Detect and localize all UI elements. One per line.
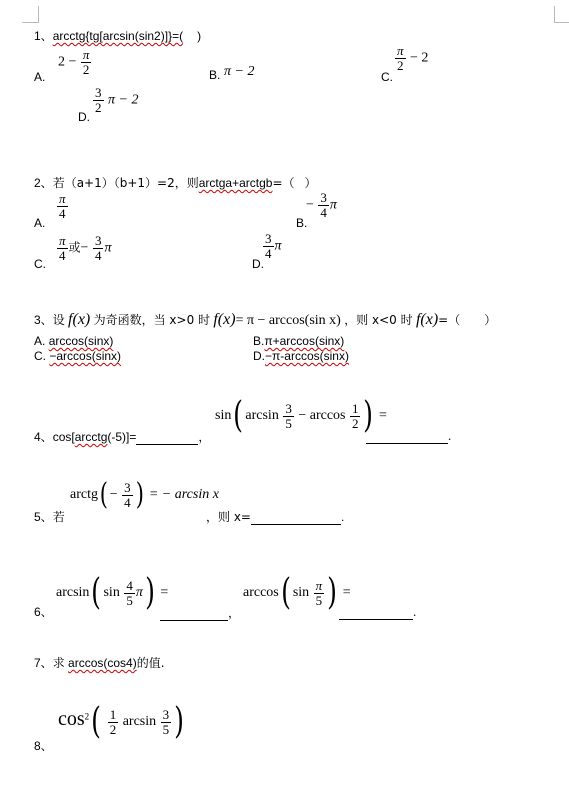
option-label-c: C. bbox=[381, 70, 393, 84]
option-label-d: D. bbox=[252, 257, 264, 271]
question-expression: arcctg{tg[arcsin(sin2)]}=( bbox=[52, 29, 184, 43]
answer-blank[interactable]: . bbox=[366, 428, 451, 444]
answer-blank[interactable] bbox=[136, 432, 198, 445]
option-label-d: D. bbox=[78, 110, 90, 124]
option-b-math: − $\frac{3}{4}$ π bbox=[306, 190, 337, 220]
question-4-expression: sin( arcsin $\frac{3}{5}$ − arccos $\frac{1}{2}$ ) = bbox=[215, 395, 387, 436]
question-2-stem: 2、若（a+1）（b+1）=2，则arctga+arctgb=（ ） bbox=[34, 176, 317, 190]
question-number: 1、 bbox=[34, 29, 53, 43]
question-8-expression: $\cos^2$( $\frac{1}{2}$ arcsin $\frac{3}{5}$ ) bbox=[58, 701, 185, 742]
option-label-b: B. bbox=[296, 216, 308, 230]
question-3-stem: 3、设 f(x) 为奇函数，当 x>0 时 f(x)= π − arccos(sin x) ，则 x<0 时 f(x)=（ ） bbox=[34, 311, 497, 328]
question-7-stem: 7、求 arccos(cos4)的值. bbox=[34, 656, 165, 670]
option-d-math: $\frac{3}{4}$ π bbox=[265, 231, 282, 261]
answer-blank[interactable]: ， bbox=[160, 604, 240, 621]
page-corner-mark-top-right bbox=[554, 6, 569, 23]
option-a: A. arccos(sinx) bbox=[34, 334, 114, 348]
option-b-math: π − 2 bbox=[224, 64, 255, 79]
option-label-a: A. bbox=[34, 70, 46, 84]
question-5-number: 5、若 bbox=[34, 510, 65, 524]
option-b: B.π+arccos(sinx) bbox=[253, 334, 345, 348]
question-5-expression: arctg( − $\frac{3}{4}$ ) = − arcsin x bbox=[70, 477, 219, 512]
question-5-tail: ，则 x= . bbox=[206, 510, 345, 524]
question-6-expression-2: arccos( sin $\frac{\pi}{5}$ ) = bbox=[243, 572, 351, 613]
option-d-math: $\frac{3}{2}$ π − 2 bbox=[95, 85, 139, 115]
answer-blank[interactable]: . bbox=[339, 604, 416, 620]
option-a-math: 2 − $\frac{\pi}{2}$ bbox=[58, 47, 90, 77]
question-8-number: 8、 bbox=[34, 739, 53, 753]
option-c: C. −arccos(sinx) bbox=[34, 349, 122, 363]
option-label-b: B. bbox=[209, 68, 221, 82]
option-c-math: $\frac{\pi}{2}$ − 2 bbox=[397, 43, 429, 73]
question-6-expression-1: arcsin( sin $\frac{4}{5}$ π) = bbox=[56, 572, 169, 613]
question-6-number: 6、 bbox=[34, 605, 53, 619]
question-4-stem: 4、cos[arcctg(-5)]= ， bbox=[34, 430, 211, 444]
answer-blank[interactable] bbox=[251, 512, 341, 525]
option-label-a: A. bbox=[34, 216, 46, 230]
option-label-c: C. bbox=[34, 257, 46, 271]
option-a-math: $\frac{\pi}{4}$ bbox=[59, 191, 66, 221]
answer-bracket-close: ) bbox=[197, 29, 202, 43]
option-d: D.−π-arccos(sinx) bbox=[253, 349, 349, 363]
page-corner-mark-top-left bbox=[22, 6, 39, 23]
option-c-math: $\frac{\pi}{4}$ 或− $\frac{3}{4}$ π bbox=[59, 233, 112, 263]
question-1-stem bbox=[34, 27, 201, 44]
